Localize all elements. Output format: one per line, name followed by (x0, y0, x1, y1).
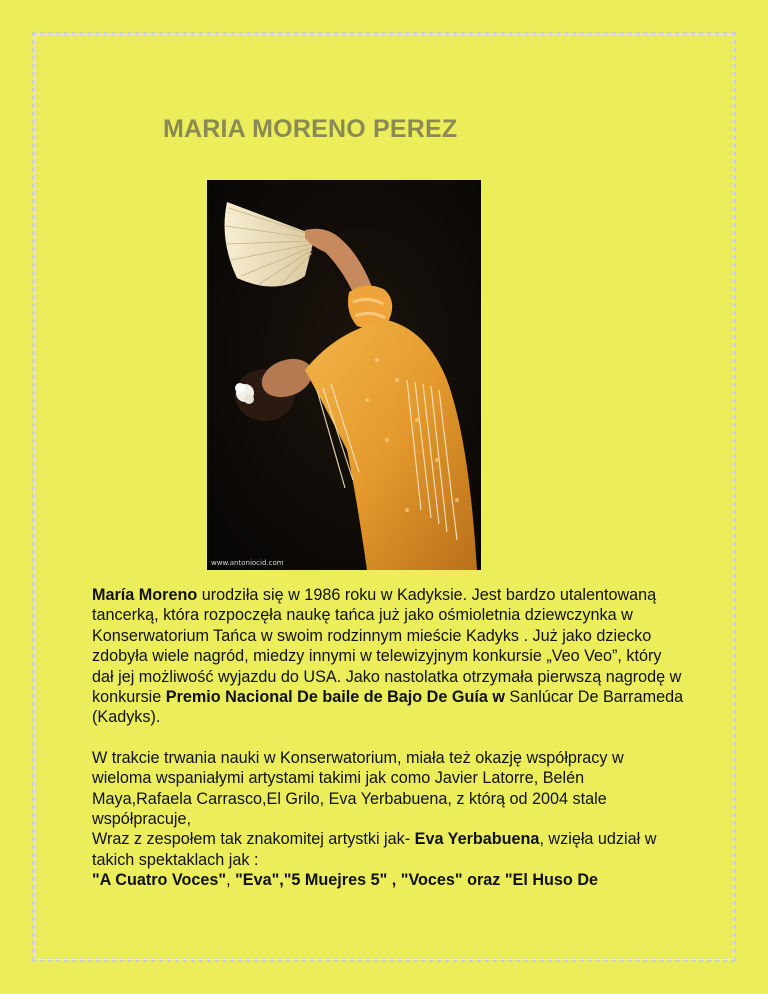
photo-watermark: www.antoniocid.com (211, 559, 284, 567)
performance-list: "Eva","5 Muejres 5" , "Voces" oraz "El Huso De (235, 871, 599, 890)
performance-separator: , (226, 871, 236, 890)
dancer-name: María Moreno (92, 586, 198, 604)
dancer-illustration (207, 180, 481, 570)
ensemble-text: Wraz z zespołem tak znakomitej artystki jak- (92, 830, 415, 849)
biography-text: urodziła się w 1986 roku w Kadyksie. Jest bardzo utalentowaną tancerką, która rozpoczęła naukę tańca już jako ośmioletnia dziewczynka w Konserwatorium Tańca w swoim rodzinnym mieście Kadyks . Już jako dziecko zdobyła wiele nagród, miedzy innymi w telewizyjnym konkursie „Veo Veo”, który dał jej możliwość wyjazdu do USA. Jako nastolatka otrzymała pierwszą nagrodę w konkursie (92, 586, 682, 707)
paragraph-collaboration (92, 748, 684, 891)
award-name: Premio Nacional De baile de Bajo De Guía w (165, 688, 505, 707)
collaboration-text: W trakcie trwania nauki w Konserwatorium, miała też okazję współpracy w wieloma wspaniałymi artystami takimi jak como Javier Latorre, Belén Maya,Rafaela Carrasco,El Grilo, Eva Yerbabuena, z którą od 2004 stale współpracuje, (92, 748, 624, 829)
dancer-photo (207, 180, 481, 570)
biography-text-end: Sanlúcar De Barrameda (Kadyks). (92, 688, 684, 727)
performance-title: "A Cuatro Voces" (92, 871, 227, 890)
page-title: MARIA MORENO PEREZ (163, 115, 458, 143)
paragraph-biography (92, 585, 684, 728)
artist-name: Eva Yerbabuena (414, 830, 540, 849)
article-body (92, 585, 684, 891)
performances-intro: , wzięła udział w takich spektaklach jak : (92, 830, 657, 869)
